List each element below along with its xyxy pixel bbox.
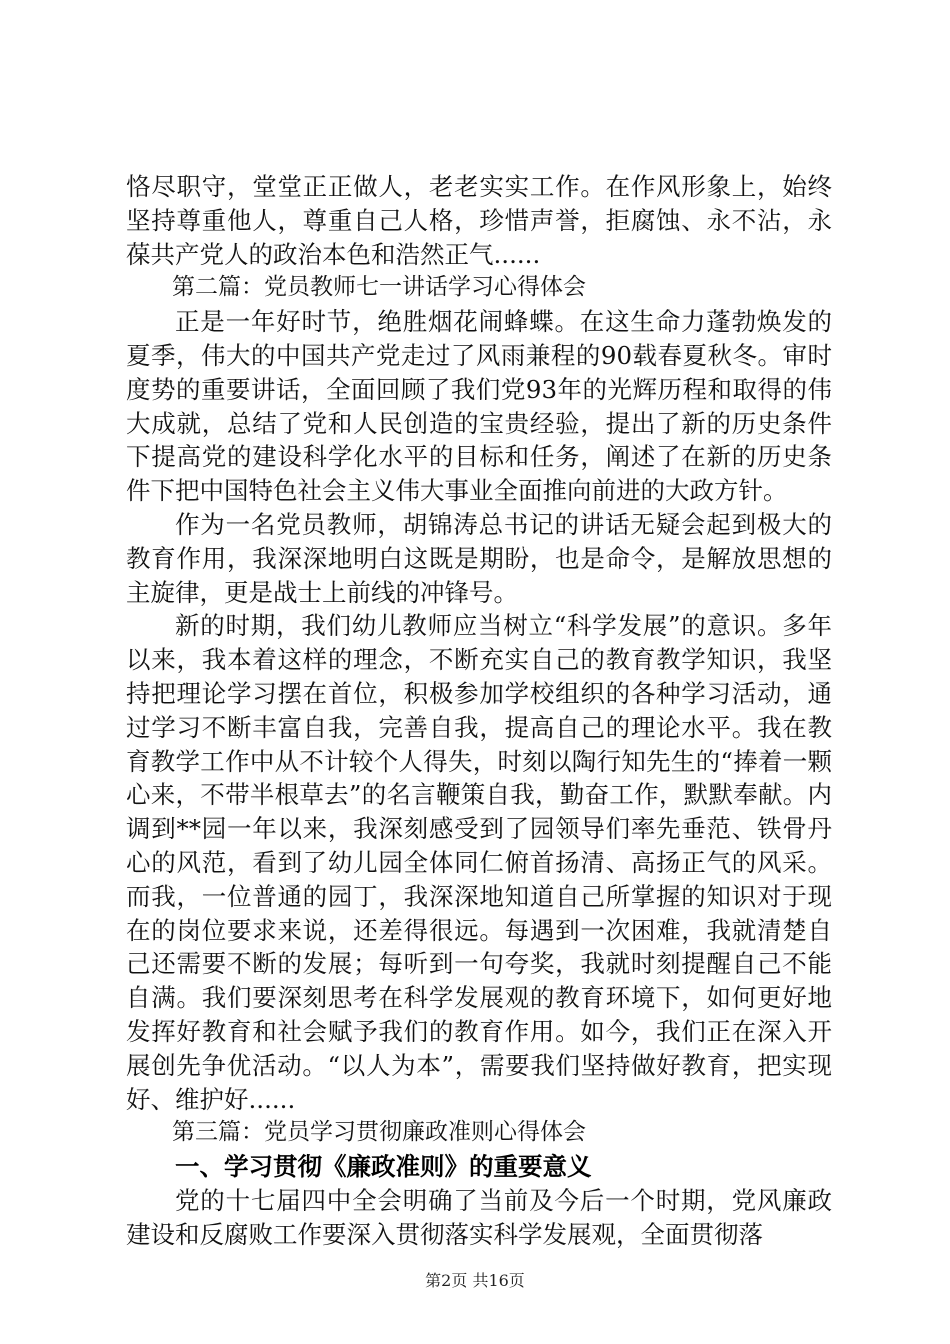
paragraph-continued: 恪尽职守，堂堂正正做人，老老实实工作。在作风形象上，始终坚持尊重他人，尊重自己人格，珍惜声誉，拒腐蚀、永不沾，永葆共产党人的政治本色和浩然正气...... bbox=[126, 172, 832, 269]
paragraph: 新的时期，我们幼儿教师应当树立“科学发展”的意识。多年以来，我本着这样的理念，不断充实自己的教育教学知识，我坚持把理论学习摆在首位，积极参加学校组织的各种学习活动，通过学习不断丰富自我，完善自我，提高自己的理论水平。我在教育教学工作中从不计较个人得失，时刻以陶行知先生的“捧着一颗心来，不带半根草去”的名言鞭策自我，勤奋工作，默默奉献。内调到**园一年以来，我深刻感受到了园领导们率先垂范、铁骨丹心的风范，看到了幼儿园全体同仁俯首扬清、高扬正气的风采。而我，一位普通的园丁，我深深地知道自己所掌握的知识对于现在的岗位要求来说，还差得很远。每遇到一次困难，我就清楚自己还需要不断的发展；每听到一句夸奖，我就时刻提醒自己不能自满。我们要深刻思考在科学发展观的教育环境下，如何更好地发挥好教育和社会赋予我们的教育作用。如今，我们正在深入开展创先争优活动。“以人为本”，需要我们坚持做好教育，把实现好、维护好...... bbox=[126, 611, 832, 1114]
document-body bbox=[126, 170, 832, 1252]
subheading: 一、学习贯彻《廉政准则》的重要意义 bbox=[175, 1152, 592, 1182]
paragraph: 作为一名党员教师，胡锦涛总书记的讲话无疑会起到极大的教育作用，我深深地明白这既是期盼，也是命令，是解放思想的主旋律，更是战士上前线的冲锋号。 bbox=[126, 509, 832, 607]
section-title-part2: 第二篇：党员教师七一讲话学习心得体会 bbox=[172, 274, 586, 301]
paragraph: 党的十七届四中全会明确了当前及今后一个时期，党风廉政建设和反腐败工作要深入贯彻落实科学发展观，全面贯彻落 bbox=[126, 1185, 832, 1249]
paragraph: 正是一年好时节，绝胜烟花闹蜂蝶。在这生命力蓬勃焕发的夏季，伟大的中国共产党走过了风雨兼程的90载春夏秋冬。审时度势的重要讲话，全面回顾了我们党93年的光辉历程和取得的伟大成就，总结了党和人民创造的宝贵经验，提出了新的历史条件下提高党的建设科学化水平的目标和任务，阐述了在新的历史条件下把中国特色社会主义伟大事业全面推向前进的大政方针。 bbox=[126, 307, 832, 506]
section-title-part3: 第三篇：党员学习贯彻廉政准则心得体会 bbox=[172, 1119, 586, 1146]
page-number-footer: 第2页 共16页 bbox=[425, 1271, 525, 1290]
